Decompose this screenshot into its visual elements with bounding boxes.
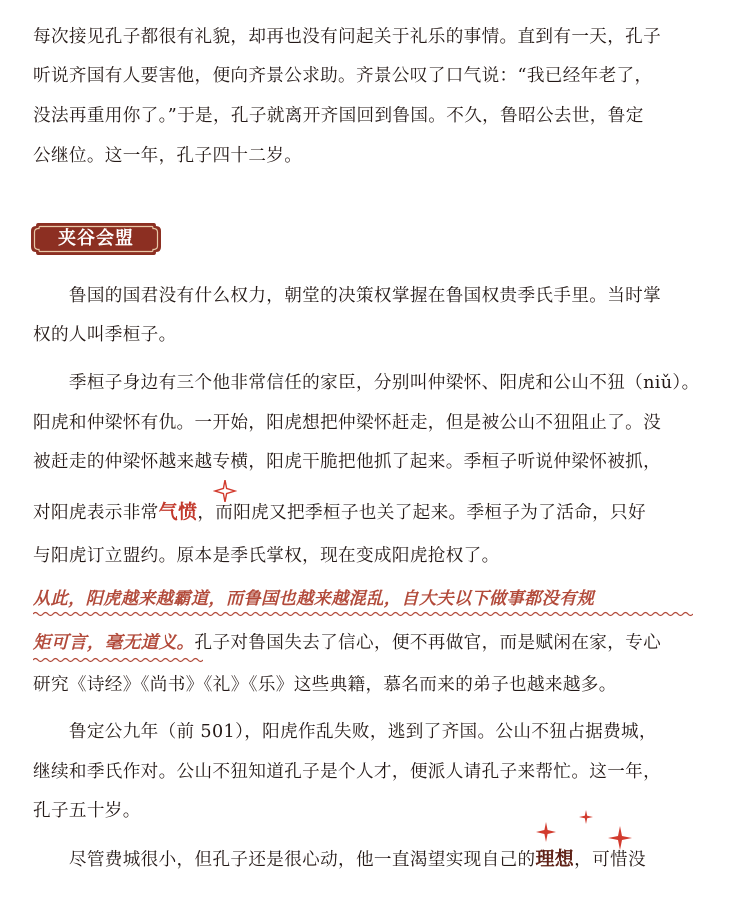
intro-line-3: 没法再重用你了。”于是，孔子就离开齐国回到鲁国。不久，鲁昭公去世，鲁定 (33, 106, 644, 126)
handwritten-line-2: 矩可言，毫无道义。 (33, 633, 195, 653)
p3-line-2 (33, 633, 661, 653)
section-title: 夹谷会盟 (58, 228, 134, 249)
p2-line-4 (33, 502, 646, 523)
p2-line-3: 被赶走的仲梁怀越来越专横，阳虎干脆把他抓了起来。季桓子听说仲梁怀被抓， (33, 452, 662, 472)
wavy-underline-1 (33, 610, 693, 618)
section-heading-badge (30, 220, 162, 258)
p4-line-1: 鲁定公九年（前 501），阳虎作乱失败，逃到了齐国。公山不狃占据费城， (33, 722, 657, 742)
sparkle-icon (213, 480, 237, 502)
p5-line-1-start: 尽管费城很小，但孔子还是很心动，他一直渴望实现自己的 (33, 850, 536, 870)
p4-line-3: 孔子五十岁。 (33, 801, 141, 821)
p1-line-2: 权的人叫季桓子。 (33, 325, 177, 345)
p3-line-2-rest: 孔子对鲁国失去了信心，便不再做官，而是赋闲在家，专心 (194, 633, 662, 653)
p2-line-1: 季桓子身边有三个他非常信任的家臣，分别叫仲梁怀、阳虎和公山不狃（niǔ）。 (33, 373, 700, 393)
p5-line-1-end: ，可惜没 (574, 850, 646, 870)
highlight-word-qifen: 气愤 (158, 501, 198, 523)
p2-line-4-end: ，而阳虎又把季桓子也关了起来。季桓子为了活命，只好 (197, 503, 646, 523)
highlight-word-lixiang: 理想 (535, 848, 575, 870)
p2-line-2: 阳虎和仲梁怀有仇。一开始，阳虎想把仲梁怀赶走，但是被公山不狃阻止了。没 (33, 413, 662, 433)
p2-line-4-start: 对阳虎表示非常 (33, 503, 159, 523)
p2-line-5: 与阳虎订立盟约。原本是季氏掌权，现在变成阳虎抢权了。 (33, 546, 500, 566)
p3-line-3: 研究《诗经》《尚书》《礼》《乐》这些典籍，慕名而来的弟子也越来越多。 (33, 675, 617, 695)
p4-line-2: 继续和季氏作对。公山不狃知道孔子是个人才，便派人请孔子来帮忙。这一年， (33, 762, 662, 782)
intro-line-4: 公继位。这一年，孔子四十二岁。 (33, 146, 303, 166)
intro-line-2: 听说齐国有人要害他，便向齐景公求助。齐景公叹了口气说：“我已经年老了， (33, 66, 653, 86)
p1-line-1: 鲁国的国君没有什么权力，朝堂的决策权掌握在鲁国权贵季氏手里。当时掌 (33, 286, 662, 306)
wavy-underline-2 (33, 656, 203, 664)
intro-line-1: 每次接见孔子都很有礼貌，却再也没有问起关于礼乐的事情。直到有一天，孔子 (33, 27, 662, 47)
handwritten-line-1: 从此，阳虎越来越霸道，而鲁国也越来越混乱，自大夫以下做事都没有规 (33, 589, 595, 609)
p5-line-1 (33, 849, 646, 870)
